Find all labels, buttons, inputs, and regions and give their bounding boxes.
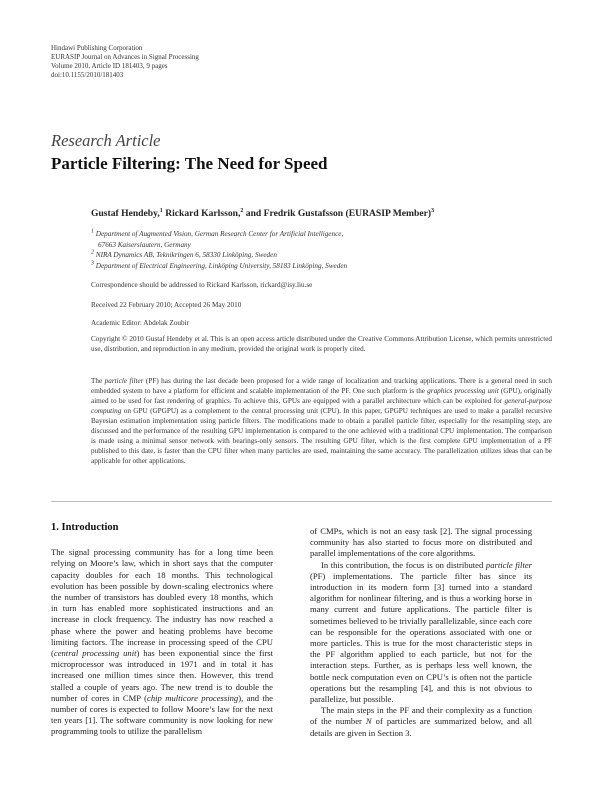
affiliation: $^1$ Department of Augmented Vision, German Research Center for Artificial Intelligence, [91,228,344,238]
copyright-notice: Copyright © 2010 Gustaf Hendeby et al. This is an open access article distributed under the Creative Commons Attribution License, which permits unrestricted use, distribution, and reproduction in any medium, provided the original work is properly cited. [91,335,552,353]
affiliation: $^3$ Department of Electrical Engineering, Linköping University, 58183 Linköping, Sweden [91,260,348,270]
publisher-line: Hindawi Publishing Corporation [51,44,143,52]
academic-editor: Academic Editor: Abdelak Zoubir [91,319,189,327]
abstract: The particle filter (PF) has during the last decade been proposed for a wide range of localization and tracking applications. There is a general need in such embedded system to have a platform for efficient and scalable implementation of the PF. One such platform is the graphics processing unit (GPU), originally aimed to be used for fast rendering of graphics. To achieve this, GPUs are equipped with a parallel architecture which can be exploited for general-purpose computing on GPU (GPGPU) as a complement to the central processing unit (CPU). In this paper, GPGPU techniques are used to make a parallel recursive Bayesian estimation implementation using particle filters. The modifications made to obtain a parallel particle filter, especially for the resampling step, are discussed and the performance of the resulting GPU implementation is compared to the one achieved with a traditional CPU implementation. The comparison is made using a minimal sensor network with bearings-only sensors. The resulting GPU filter, which is the first complete GPU implementation of a PF published to this date, is faster than the CPU filter when many particles are used, maintaining the same accuracy. The parallelization utilizes ideas that can be applicable for other applications. [91,377,552,465]
section-heading: 1. Introduction [51,522,119,533]
affiliation: $^2$ NIRA Dynamics AB, Teknikringen 6, 58330 Linköping, Sweden [91,249,277,259]
journal-meta [51,44,199,80]
affiliation-continuation: 67663 Kaiserslautern, Germany [98,240,191,249]
article-title: Particle Filtering: The Need for Speed [51,154,328,173]
paragraph: of CMPs, which is not an easy task [2]. The signal processing community has also started to focus more on distributed and parallel implementations of the core algorithms. [310,526,532,559]
affiliations [91,229,521,271]
paragraph: In this contribution, the focus is on distributed particle filter (PF) implementations. The particle filter has since its introduction in its modern form [3] turned into a standard algorithm for nonlinear filtering, and is thus a working horse in many current and future applications. The particle filter is sometimes believed to be trivially parallelizable, since each core can be responsible for the operations associated with one or more particles. This is true for the most characteristic steps in the PF algorithm applied to each particle, but not for the interaction steps. Further, as is perhaps less well known, the bottle neck computation even on CPU’s is often not the particle operations but the resampling [4], and this is not obvious to parallelize, but possible. [310,559,532,705]
body-column-right [310,526,532,739]
author-affiliation-mark: 2 [240,207,244,214]
paragraph: The signal processing community has for a long time been relying on Moore’s law, which in short says that the computer capacity doubles for each 18 months. This technological evolution has been possible by down-scaling electronics where the number of transistors has doubled every 18 months, which in turn has enabled more sophisticated instructions and an increase in clock frequency. The industry has now reached a phase where the power and heating problems have become limiting factors. The increase in processing speed of the CPU (central processing unit) has been exponential since the first microprocessor was introduced in 1971 and in total it has increased one million times since then. However, this trend stalled a couple of years ago. The new trend is to double the number of cores in CMP (chip multicore processing), and the number of cores is expected to follow Moore’s law for the next ten years [1]. The software community is now looking for new programming tools to utilize the parallelism [51,547,273,737]
author-affiliation-mark: 1 [159,207,163,214]
received-dates: Received 22 February 2010; Accepted 26 May 2010 [91,301,242,309]
author-name: Rickard Karlsson, [165,208,241,219]
author-name: and Fredrik Gustafsson (EURASIP Member) [245,208,432,219]
author-list [91,208,434,219]
section-divider [51,501,552,502]
journal-line: EURASIP Journal on Advances in Signal Processing [51,53,199,61]
doi-line: doi:10.1155/2010/181403 [51,71,124,79]
article-type: Research Article [51,131,161,150]
correspondence: Correspondence should be addressed to Rickard Karlsson, rickard@isy.liu.se [91,281,313,289]
volume-line: Volume 2010, Article ID 181403, 9 pages [51,62,168,70]
author-affiliation-mark: 3 [431,207,435,214]
paragraph: The main steps in the PF and their complexity as a function of the number N of particles are summarized below, and all details are given in Section 3. [310,705,533,738]
body-column-left [51,522,273,738]
author-name: Gustaf Hendeby, [91,208,160,219]
